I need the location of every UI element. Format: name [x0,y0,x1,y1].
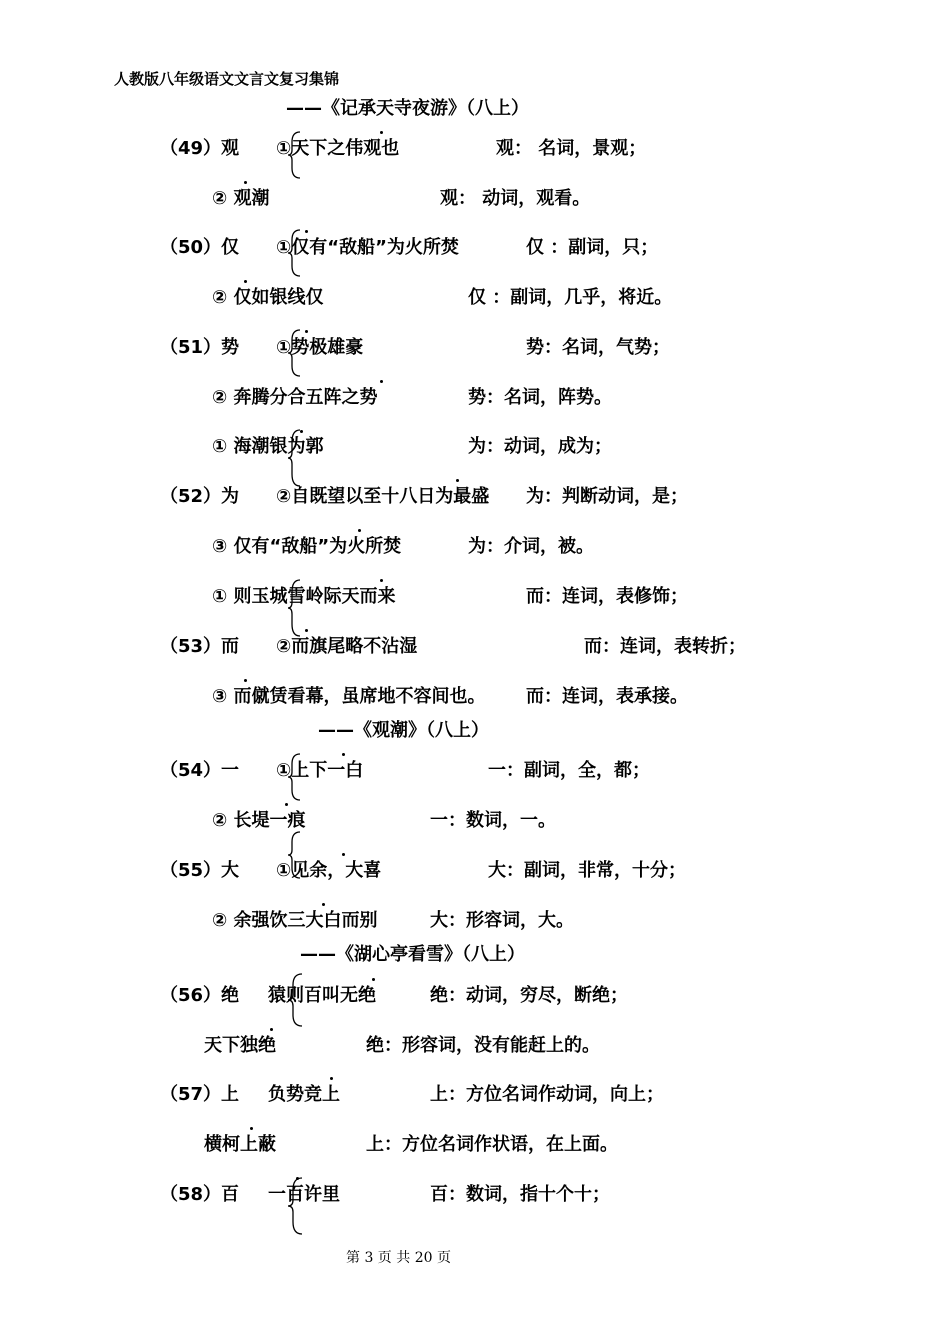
running-header: 人教版八年级语文文言文复习集锦 [114,70,340,88]
note-53-3: 而：连词，表承接。 [526,686,688,707]
entry-head-51: （51）势 [160,337,240,358]
emphasis-dot [380,380,383,383]
emphasis-dot [342,753,345,756]
example-50-1: ①仅有“敌船”为火所焚 [276,237,459,258]
emphasis-dot [380,579,383,582]
example-52-2: ②自既望以至十八日为最盛 [276,486,490,507]
note-56-2: 绝：形容词，没有能赶上的。 [366,1035,600,1056]
emphasis-dot [250,1127,253,1130]
example-51-1: ①势极雄豪 [276,337,364,358]
example-57-2: 横柯上蔽 [204,1134,276,1155]
emphasis-dot [244,181,247,184]
note-52-3: 为：介词，被。 [468,536,594,557]
page-footer: 第 3 页 共 20 页 [346,1250,451,1266]
note-56-1: 绝：动词，穷尽，断绝； [430,985,628,1006]
example-50-2: ② 仅如银线仅 [212,287,324,308]
section-title-guan-chao: ——《观潮》（八上） [318,720,489,741]
emphasis-dot [358,529,361,532]
emphasis-dot [372,978,375,981]
note-55-2: 大：形容词，大。 [430,910,574,931]
note-55-1: 大：副词，非常，十分； [488,860,686,881]
brace-58 [288,1176,306,1236]
note-53-2: 而：连词，表转折； [584,636,746,657]
note-58-1: 百：数词，指十个十； [430,1184,610,1205]
emphasis-dot [456,479,459,482]
note-50-2: 仅 ：副词，几乎，将近。 [468,287,673,308]
note-51-2: 势：名词，阵势。 [468,387,612,408]
example-52-1: ① 海潮银为郭 [212,436,324,457]
section-title-hu-xin-ting: ——《湖心亭看雪》（八上） [300,944,525,965]
emphasis-dot [296,1177,299,1180]
example-51-2: ② 奔腾分合五阵之势 [212,387,378,408]
emphasis-dot [285,803,288,806]
entry-head-49: （49）观 [160,138,240,159]
entry-head-58: （58）百 [160,1184,240,1205]
note-52-2: 为：判断动词，是； [526,486,688,507]
brace-53 [288,578,304,638]
entry-head-52: （52）为 [160,486,240,507]
brace-49 [288,130,304,180]
entry-head-55: （55）大 [160,860,240,881]
note-54-2: 一：数词，一。 [430,810,556,831]
example-53-1: ① 则玉城雪岭际天而来 [212,586,396,607]
example-53-2: ②而旗尾略不沾湿 [276,636,418,657]
brace-56 [288,972,306,1028]
example-57-1: 负势竞上 [268,1084,340,1105]
emphasis-dot [342,853,345,856]
emphasis-dot [305,230,308,233]
emphasis-dot [330,1077,333,1080]
note-57-2: 上：方位名词作状语，在上面。 [366,1134,618,1155]
example-58-1: 一百许里 [268,1184,340,1205]
section-title-ji-cheng-tian-si: ——《记承天寺夜游》（八上） [286,98,529,119]
emphasis-dot [305,629,308,632]
brace-51 [288,328,304,378]
note-51-1: 势：名词，气势； [526,337,670,358]
emphasis-dot [244,280,247,283]
brace-50 [288,228,304,278]
example-55-2: ② 余强饮三大白而别 [212,910,378,931]
entry-head-53: （53）而 [160,636,240,657]
note-49-2: 观： 动词，观看。 [440,188,591,209]
emphasis-dot [380,131,383,134]
entry-head-54: （54）一 [160,760,240,781]
example-55-1: ①见余，大喜 [276,860,382,881]
note-54-1: 一：副词，全，都； [488,760,650,781]
emphasis-dot [270,1028,273,1031]
note-57-1: 上：方位名词作动词，向上； [430,1084,664,1105]
example-54-2: ② 长堤一痕 [212,810,306,831]
emphasis-dot [322,903,325,906]
note-50-1: 仅 ：副词，只； [526,237,659,258]
entry-head-57: （57）上 [160,1084,240,1105]
example-49-2: ② 观潮 [212,188,270,209]
example-56-2: 天下独绝 [204,1035,276,1056]
brace-54 [288,752,304,802]
example-52-3: ③ 仅有“敌船”为火所焚 [212,536,402,557]
entry-head-56: （56）绝 [160,985,240,1006]
example-54-1: ①上下一白 [276,760,364,781]
example-49-1: ①天下之伟观也 [276,138,400,159]
brace-52 [288,428,304,488]
emphasis-dot [244,679,247,682]
emphasis-dot [305,330,308,333]
brace-55 [288,830,304,880]
note-49-1: 观： 名词，景观； [496,138,647,159]
entry-head-50: （50）仅 [160,237,240,258]
emphasis-dot [300,430,303,433]
note-53-1: 而：连词，表修饰； [526,586,688,607]
note-52-1: 为：动词，成为； [468,436,612,457]
example-53-3: ③ 而僦赁看幕，虽席地不容间也。 [212,686,486,707]
example-56-1: 猿则百叫无绝 [268,985,376,1006]
